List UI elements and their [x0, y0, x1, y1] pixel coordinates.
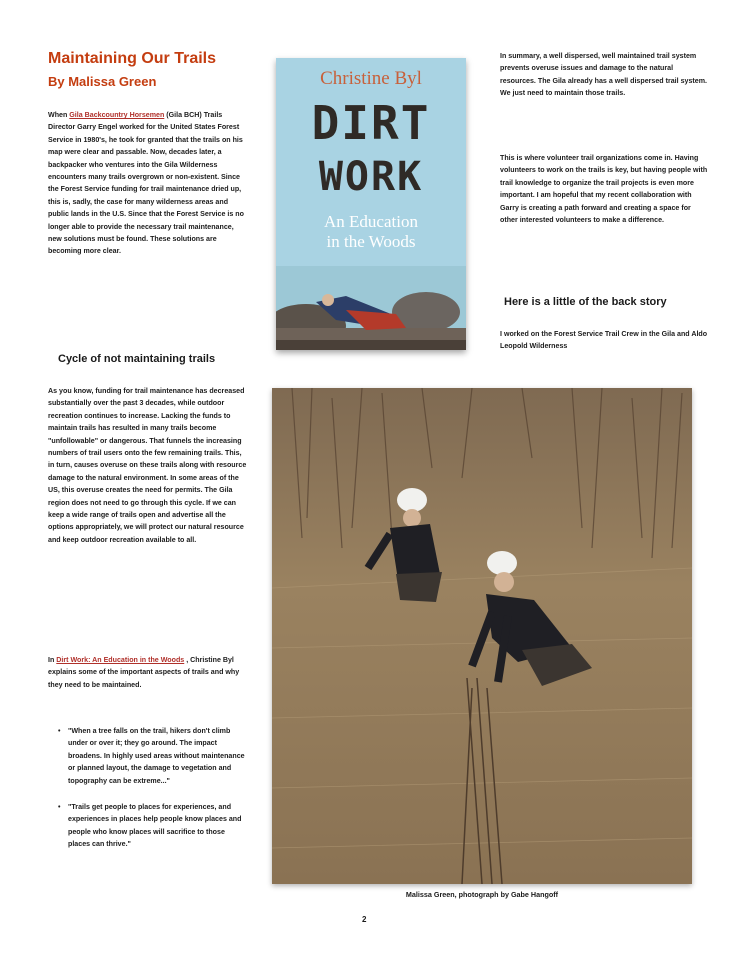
quote-item: • "Trails get people to places for experiences, and experiences in places help people know places and people who know places will sacrifice to those places can thrive."	[58, 801, 248, 851]
quote-item: • "When a tree falls on the trail, hikers don't climb under or over it; they go around. The impact broadens. In highly used areas without maintenance or planned layout, the damage to vegetation and topography can be extreme..."	[58, 725, 248, 787]
book-subtitle-line2: in the Woods	[326, 232, 416, 251]
quote-list	[58, 725, 248, 865]
volunteer-paragraph: This is where volunteer trail organizations come in. Having volunteers to work on the trails is key, but having people with trail knowledge to organize the trail projects is even more important. I am hopeful that my recent collaboration with Garry is creating a path forward and creating a space for other interested volunteers to make a difference.	[500, 154, 708, 225]
article-title: Maintaining Our Trails	[48, 50, 217, 67]
dirt-work-post: , Christine Byl explains some of the important aspects of trails and why they need to be maintained.	[48, 656, 240, 689]
trail-crew-photo	[272, 388, 692, 884]
intro-paragraph	[48, 109, 248, 258]
dirt-work-pre: In	[48, 656, 57, 664]
gila-bch-link[interactable]: Gila Backcountry Horsemen	[69, 111, 165, 119]
intro-post: (Gila BCH) Trails Director Garry Engel worked for the United States Forest Service in 1980's, he took for granted that the trails on his map were clear and passable. Now, decades later, a backpacker who ventures into the Gila Wilderness encounters many trails overgrown or non-existent. Since the Forest Service funding for trail maintenance dried up, this is, sadly, the case for many wilderness areas and public lands in the U.S. Since that the Forest Service is no longer able to provide the necessary trail maintenance, new solutions must be found. These solutions are becoming more clear.	[48, 111, 244, 256]
page-number: 2	[362, 915, 367, 924]
book-subtitle	[276, 212, 466, 252]
backstory-heading: Here is a little of the back story	[504, 296, 667, 308]
cycle-heading: Cycle of not maintaining trails	[58, 353, 216, 365]
dirt-work-paragraph	[48, 654, 248, 691]
cycle-paragraph: As you know, funding for trail maintenance has decreased substantially over the past 3 decades, while outdoor recreation continues to increase. Lacking the funds to maintain trails has resulted in many trails become "unfollowable" or dangerous. That funnels the increasing numbers of trail users onto the few remaining trails. This, in turn, causes overuse on these trails along with resource damage to the natural environment. In some areas of the US, this overuse creates the need for permits. The Gila region does not need to go through this cycle. If we can keep a wide range of trails open and advertise all the options appropriately, we will protect our natural resource and keep outdoor recreation available to all.	[48, 387, 247, 544]
intro-pre: When	[48, 111, 70, 119]
summary-paragraph: In summary, a well dispersed, well maintained trail system prevents overuse issues and damage to the natural resources. The Gila already has a well dispersed trail system. We just need to maintain those trails.	[500, 52, 708, 98]
book-subtitle-line1: An Education	[324, 212, 418, 231]
backstory-paragraph: I worked on the Forest Service Trail Crew in the Gila and Aldo Leopold Wilderness	[500, 330, 708, 351]
book-title-line2: WORK	[318, 154, 424, 200]
trail-crew-illustration	[272, 388, 692, 884]
photo-caption: Malissa Green, photograph by Gabe Hangoff	[405, 890, 559, 899]
book-author: Christine Byl	[320, 68, 422, 89]
article-byline: By Malissa Green	[48, 74, 157, 89]
book-cover	[276, 58, 466, 350]
dirt-work-link[interactable]: Dirt Work: An Education in the Woods	[56, 656, 185, 664]
book-title-line1: DIRT	[311, 96, 431, 150]
book-scene-illustration	[276, 266, 466, 350]
